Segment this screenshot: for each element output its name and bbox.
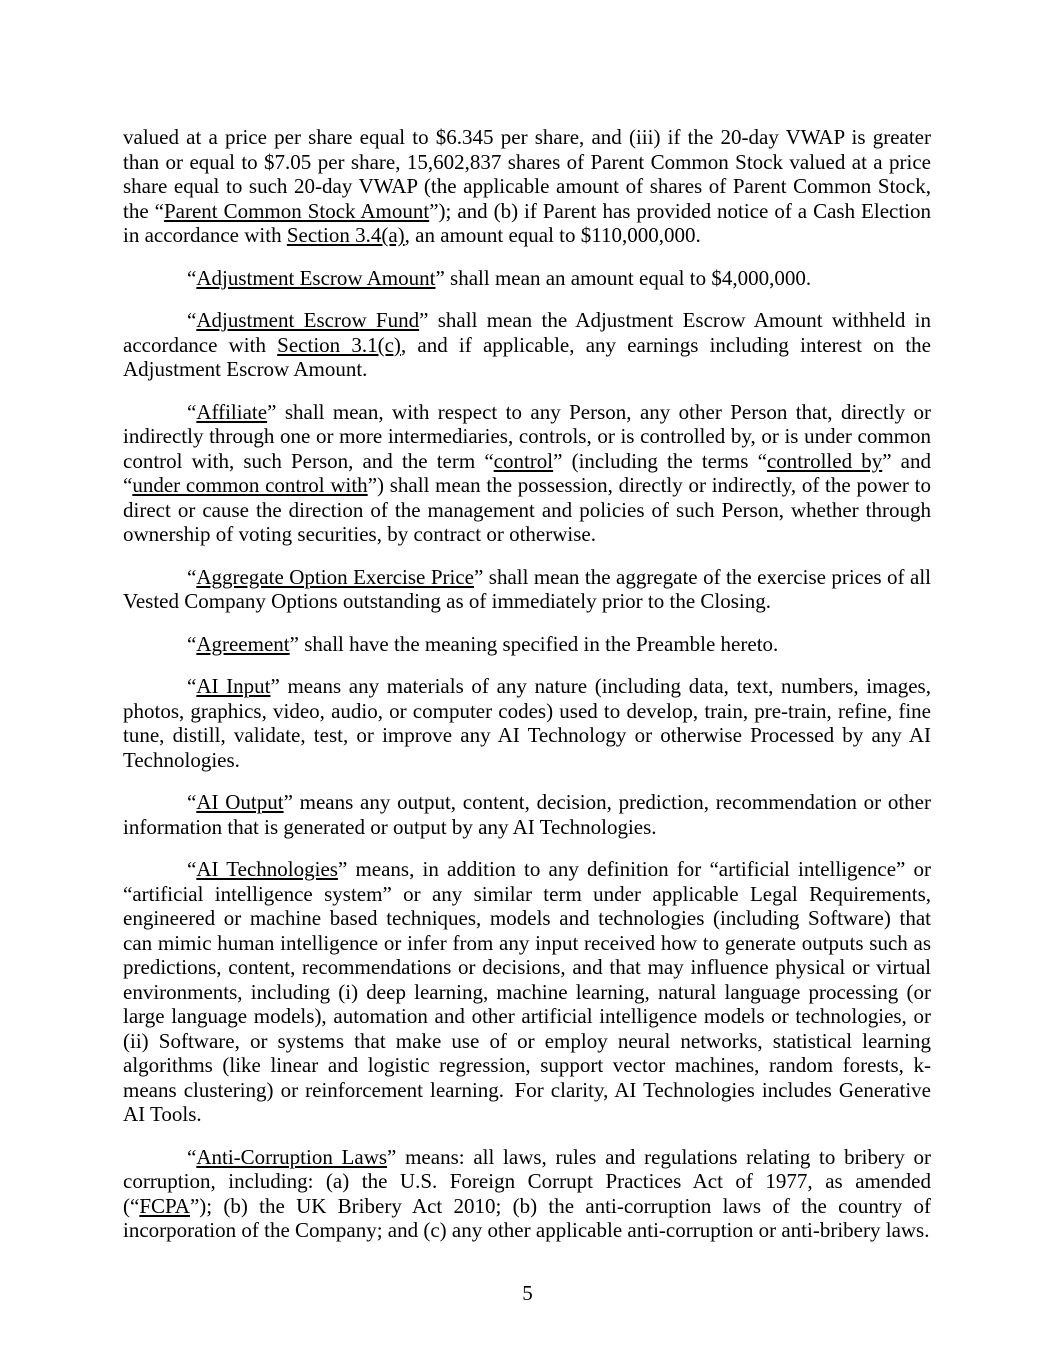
text-segment: “ — [187, 564, 197, 589]
text-segment: ” (including the terms “ — [553, 448, 767, 473]
text-segment: ” means, in addition to any definition for “artificial intelligence” or “artificial intelligence system” or any similar term under applicable Legal Requirements, engineered or machine based techniques, models and technologies (including Software) that can mimic human intelligence or infer from any input received how to generate outputs such as predictions, content, recommendations or decisions, and that may influence physical or virtual environments, including (i) deep learning, machine learning, natural language processing (or large language models), automation and other artificial intelligence models or technologies, or (ii) Software, or systems that make use of or employ neural networks, statistical learning algorithms (like linear and logistic regression, support vector machines, random forests, k-means clustering) or reinforcement learning. For clarity, AI Technologies includes Generative AI Tools. — [123, 857, 931, 1126]
text-segment: ”) shall mean the possession, directly or indirectly, of the power to direct or cause the direction of the management and policies of such Person, whether through ownership of voting securities, by contract or otherwise. — [123, 473, 932, 546]
defined-term: Aggregate Option Exercise Price — [196, 564, 474, 589]
paragraph — [123, 125, 931, 248]
text-segment: “ — [187, 1144, 197, 1169]
text-segment: valued at a price per share equal to $6.345 per share, and (iii) if the 20-day VWAP is greater than or equal to $7.05 per share, 15,602,837 shares of Parent Common Stock valued at a price share equal to such 20-day VWAP (the applicable amount of shares of Parent Common Stock, the “ — [123, 125, 931, 223]
text-segment: “ — [187, 308, 197, 332]
paragraph — [123, 674, 931, 772]
paragraph — [123, 790, 931, 839]
defined-term: AI Input — [196, 674, 271, 698]
paragraph — [123, 632, 931, 657]
text-segment: “ — [187, 265, 197, 290]
defined-term: Anti-Corruption Laws — [196, 1144, 388, 1169]
text-segment: ” and “ — [123, 448, 931, 497]
defined-term: Section 3.1(c) — [277, 332, 401, 357]
text-segment: ” shall have the meaning specified in the Preamble hereto. — [289, 631, 779, 656]
defined-term: Adjustment Escrow Amount — [196, 265, 436, 290]
text-segment: ” means any output, content, decision, prediction, recommendation or other information that is generated or output by any AI Technologies. — [123, 790, 931, 839]
defined-term: AI Output — [196, 790, 284, 814]
defined-term: Section 3.4(a) — [286, 223, 405, 247]
text-segment: ” means any materials of any nature (including data, text, numbers, images, photos, graphics, video, audio, or computer codes) used to develop, train, pre-train, refine, fine tune, distill, validate, test, or improve any AI Technology or otherwise Processed by any AI Technologies. — [123, 674, 931, 772]
text-segment: ” shall mean the aggregate of the exercise prices of all Vested Company Options outstanding as of immediately prior to the Closing. — [123, 564, 932, 613]
document-body — [123, 125, 931, 1243]
text-segment: “ — [187, 631, 197, 656]
text-segment: ” shall mean the Adjustment Escrow Amount withheld in accordance with — [123, 308, 932, 357]
defined-term: controlled by — [766, 448, 883, 473]
text-segment: “ — [187, 674, 197, 698]
defined-term: control — [493, 448, 554, 473]
defined-term: FCPA — [139, 1193, 190, 1218]
text-segment: , and if applicable, any earnings including interest on the Adjustment Escrow Amount. — [123, 332, 931, 381]
defined-term: Parent Common Stock Amount — [163, 198, 430, 223]
defined-term: under common control with — [132, 473, 368, 497]
page-number: 5 — [522, 1280, 533, 1305]
text-segment: ”); (b) the UK Bribery Act 2010; (b) the anti-corruption laws of the country of incorporation of the Company; and (c) any other applicable anti-corruption or anti-bribery laws. — [123, 1193, 931, 1242]
defined-term: Adjustment Escrow Fund — [196, 308, 420, 332]
paragraph — [123, 565, 931, 614]
text-segment: ” shall mean an amount equal to $4,000,000. — [435, 265, 812, 290]
paragraph — [123, 857, 931, 1127]
text-segment: ” shall mean, with respect to any Person, any other Person that, directly or indirectly through one or more intermediaries, controls, or is controlled by, or is under common control with, such Person, and the term “ — [123, 399, 931, 473]
text-segment: , an amount equal to $110,000,000. — [404, 223, 701, 247]
text-segment: “ — [187, 399, 197, 424]
text-segment: ”); and (b) if Parent has provided notice of a Cash Election in accordance with — [123, 198, 932, 247]
paragraph — [123, 266, 931, 291]
text-segment: ” means: all laws, rules and regulations relating to bribery or corruption, including: (a) the U.S. Foreign Corrupt Practices Act of 1977, as amended (“ — [123, 1144, 931, 1218]
defined-term: Agreement — [196, 631, 290, 656]
defined-term: AI Technologies — [196, 857, 338, 881]
paragraph — [123, 400, 931, 547]
paragraph — [123, 1145, 931, 1243]
defined-term: Affiliate — [196, 399, 268, 424]
paragraph — [123, 308, 931, 382]
text-segment: “ — [187, 857, 197, 881]
text-segment: “ — [187, 790, 197, 814]
